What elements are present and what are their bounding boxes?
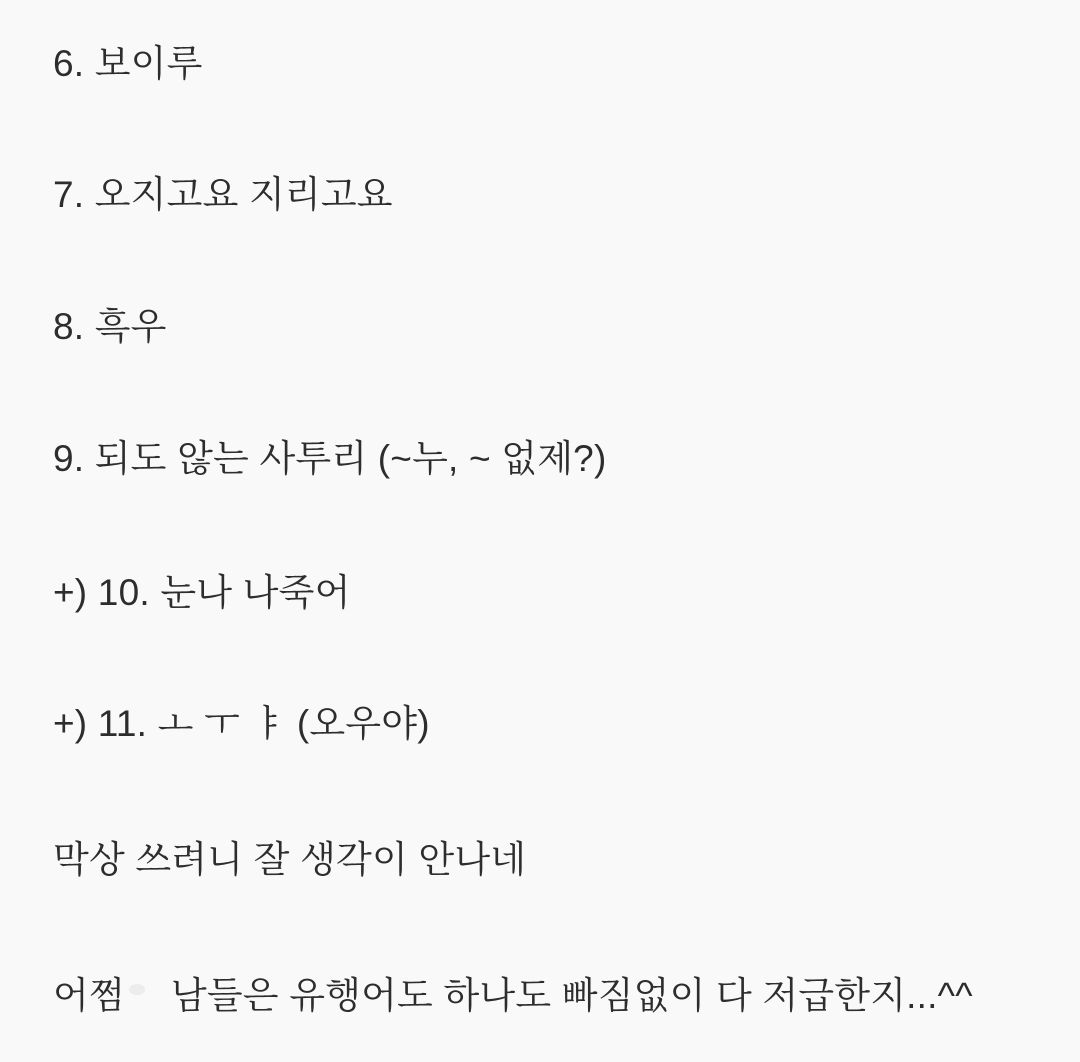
list-item-9: 9. 되도 않는 사투리 (~누, ~ 없제?) [53, 438, 607, 479]
final-line-before-gap: 어쩜 [53, 975, 125, 1016]
erased-word-smudge [129, 984, 145, 995]
list-item-7: 7. 오지고요 지리고요 [53, 174, 393, 215]
list-item-10: +) 10. 눈나 나죽어 [53, 572, 351, 613]
final-line [53, 974, 973, 1018]
closing-line: 막상 쓰려니 잘 생각이 안나네 [53, 839, 527, 880]
list-item-11: +) 11. ㅗ ㅜ ㅑ (오우야) [53, 703, 430, 744]
erased-word-gap [125, 998, 171, 1008]
final-line-after-gap: 남들은 유행어도 하나도 빠짐없이 다 저급한지...^^ [170, 975, 973, 1016]
list-item-8: 8. 흑우 [53, 306, 167, 347]
list-item-6: 6. 보이루 [53, 43, 203, 84]
